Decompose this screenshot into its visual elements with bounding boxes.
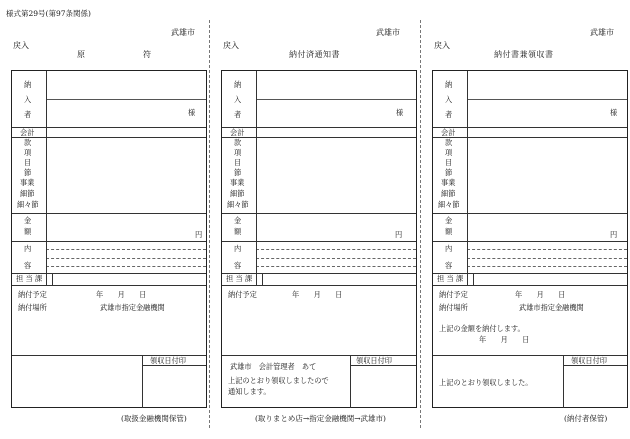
payer-char-3: 者 (234, 110, 242, 119)
form-number: 様式第29号(第97条関係) (6, 9, 91, 18)
addressee: 武雄市 会計管理者 あて (230, 362, 317, 371)
cut-line-1 (209, 20, 210, 428)
cat-kou: 項 (445, 148, 453, 157)
cat-saisaisetsu: 細々節 (17, 200, 39, 209)
payer-char-2: 入 (445, 95, 453, 104)
footer-note: (取りまとめ店→指定金融機関→武雄市) (255, 414, 386, 423)
receipt-note-1: 上記のとおり領収しましたので (228, 376, 329, 385)
amount-char-1: 金 (445, 216, 453, 225)
cat-setsu: 節 (234, 168, 242, 177)
cat-saisetsu: 細節 (20, 189, 35, 198)
content-char-2: 容 (234, 261, 242, 270)
receipt-note: 上記のとおり領収しました。 (439, 378, 533, 387)
yen-label: 円 (610, 230, 618, 239)
kaikei-label: 会計 (441, 128, 456, 137)
due-label: 納付予定 (18, 290, 47, 299)
form-box (432, 70, 628, 408)
tonyu-label: 戻入 (223, 41, 239, 50)
content-char-1: 内 (445, 244, 453, 253)
pay-date: 年 月 日 (479, 335, 530, 344)
cat-kan: 款 (234, 138, 242, 147)
kaikei-label: 会計 (230, 128, 245, 137)
form-box (11, 70, 207, 408)
payer-char-3: 者 (445, 110, 453, 119)
payer-char-1: 納 (234, 80, 242, 89)
city-name: 武雄市 (171, 28, 195, 37)
due-date: 年 月 日 (515, 290, 566, 299)
city-name: 武雄市 (590, 28, 614, 37)
panel-title: 納付書兼領収書 (494, 50, 554, 59)
cat-saisetsu: 細節 (441, 189, 456, 198)
kaikei-label: 会計 (20, 128, 35, 137)
tonyu-label: 戻入 (434, 41, 450, 50)
footer-note: (納付者保管) (564, 414, 608, 423)
cat-kou: 項 (234, 148, 242, 157)
yen-label: 円 (395, 230, 403, 239)
cat-moku: 目 (24, 158, 32, 167)
cat-kou: 項 (24, 148, 32, 157)
panel-payment-notice (221, 0, 417, 439)
amount-char-2: 額 (24, 227, 32, 236)
tonyu-label: 戻入 (13, 41, 29, 50)
sama-label: 様 (396, 108, 404, 117)
payer-char-1: 納 (445, 80, 453, 89)
payer-char-3: 者 (24, 110, 32, 119)
cat-jigyou: 事業 (230, 178, 245, 187)
footer-note: (取扱金融機関保管) (121, 414, 187, 423)
cat-saisetsu: 細節 (230, 189, 245, 198)
panel-payment-receipt (432, 0, 628, 439)
stamp-label: 領収日付印 (356, 356, 392, 365)
panel-title: 納付済通知書 (289, 50, 340, 59)
cat-kan: 款 (445, 138, 453, 147)
form-box (221, 70, 417, 408)
cat-setsu: 節 (445, 168, 453, 177)
due-date: 年 月 日 (292, 290, 343, 299)
amount-char-2: 額 (445, 227, 453, 236)
stamp-label: 領収日付印 (571, 356, 607, 365)
place-label: 納付場所 (439, 303, 468, 312)
place-value: 武雄市指定金融機関 (100, 303, 165, 312)
content-char-2: 容 (445, 261, 453, 270)
cat-jigyou: 事業 (441, 178, 456, 187)
payer-char-2: 入 (234, 95, 242, 104)
pay-note: 上記の金額を納付します。 (439, 324, 525, 333)
cat-setsu: 節 (24, 168, 32, 177)
payer-char-2: 入 (24, 95, 32, 104)
panel-original-stub (11, 0, 207, 439)
due-label: 納付予定 (228, 290, 257, 299)
city-name: 武雄市 (376, 28, 400, 37)
panel-title: 原 符 (77, 50, 165, 59)
place-label: 納付場所 (18, 303, 47, 312)
amount-char-2: 額 (234, 227, 242, 236)
cat-moku: 目 (445, 158, 453, 167)
cat-kan: 款 (24, 138, 32, 147)
content-char-2: 容 (24, 261, 32, 270)
amount-char-1: 金 (24, 216, 32, 225)
payer-char-1: 納 (24, 80, 32, 89)
sama-label: 様 (610, 108, 618, 117)
amount-char-1: 金 (234, 216, 242, 225)
due-date: 年 月 日 (96, 290, 147, 299)
place-value: 武雄市指定金融機関 (519, 303, 584, 312)
tanto-label: 担 当 課 (226, 274, 253, 283)
sama-label: 様 (188, 108, 196, 117)
tanto-label: 担 当 課 (16, 274, 43, 283)
content-char-1: 内 (234, 244, 242, 253)
cat-saisaisetsu: 細々節 (227, 200, 249, 209)
stamp-label: 領収日付印 (150, 356, 186, 365)
yen-label: 円 (195, 230, 203, 239)
receipt-note-2: 通知します。 (228, 387, 271, 396)
tanto-label: 担 当 課 (437, 274, 464, 283)
cat-moku: 目 (234, 158, 242, 167)
due-label: 納付予定 (439, 290, 468, 299)
cat-saisaisetsu: 細々節 (438, 200, 460, 209)
content-char-1: 内 (24, 244, 32, 253)
cut-line-2 (420, 20, 421, 428)
cat-jigyou: 事業 (20, 178, 35, 187)
